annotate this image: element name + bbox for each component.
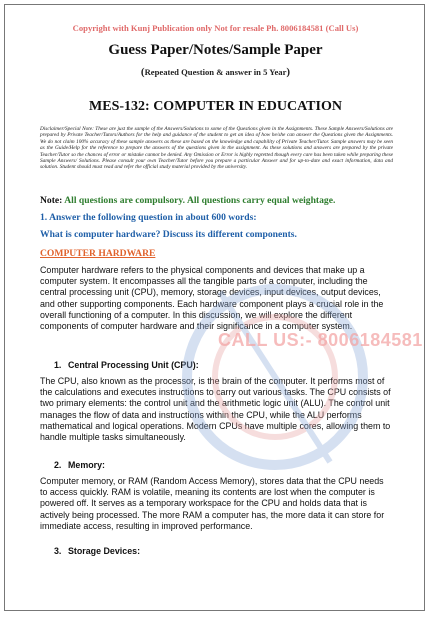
section-heading: COMPUTER HARDWARE bbox=[40, 248, 156, 259]
paragraph-memory: Computer memory, or RAM (Random Access Memory), stores data that the CPU needs to access quickly. RAM is volatile, meaning its contents are lost when the computer is powered off. It serves as a temporary workspace for the CPU and holds data that is actively being processed. The more RAM a computer has, the more data it can store for immediate access, resulting in improved performance. bbox=[40, 476, 385, 531]
header-subtitle-text: Repeated Question & answer in 5 Year bbox=[144, 67, 287, 77]
note-text: All questions are compulsory. All questions carry equal weightage. bbox=[64, 195, 336, 206]
disclaimer-text: Disclaimer/Special Note: These are just the sample of the Answers/Solutions to some of the Questions given in the Assignments. These Sample Answers/Solutions are prepared by Private Teacher/Tutors/Authors for the help and guidance of the student to get an idea of how he/she can answer the Questions given the Assignments. We do not claim 100% accuracy of these sample answers as these are based on the knowledge and capability of Private Teacher/Tutor. Sample answers may be seen as the Guide/Help for the reference to prepare the answers of the questions given in the assignment. As these solutions and answers are prepared by the private Teacher/Tutor so the chances of error or mistake cannot be denied. Any Omission or Error is highly regretted though every care has been taken while preparing these Sample Answers/ Solutions. Please consult your own Teacher/Tutor before you prepare a particular Answer and for up-to-date and exact information, data and solution. Student should must read and refer the official study material provided by the university. bbox=[40, 126, 393, 171]
note-label: Note: bbox=[40, 195, 63, 206]
item-label: Memory: bbox=[68, 460, 105, 470]
item-number: 2. bbox=[54, 460, 62, 470]
question-text: What is computer hardware? Discuss its different components. bbox=[40, 229, 297, 240]
paragraph-intro: Computer hardware refers to the physical components and devices that make up a computer system. It encompasses all the tangible parts of a computer, including the central processing unit (CPU), memory, storage devices, input devices, output devices, and other supporting components. Each hardware component plays a crucial role in the overall functioning of a computer. In this discussion, we will explore the different components of computer hardware and their significance in a computer system. bbox=[40, 265, 384, 332]
item-heading-cpu bbox=[54, 360, 199, 370]
header-title: Guess Paper/Notes/Sample Paper bbox=[108, 42, 323, 58]
header-subtitle: (Repeated Question & answer in 5 Year) bbox=[140, 66, 291, 78]
watermark-phone: CALL US:- 8006184581 bbox=[218, 330, 423, 350]
item-number: 1. bbox=[54, 360, 62, 370]
item-heading-storage bbox=[54, 546, 140, 556]
copyright-banner: Copyright with Kunj Publication only Not for resale Ph. 8006184581 (Call Us) bbox=[72, 23, 359, 33]
item-label: Storage Devices: bbox=[68, 546, 141, 556]
item-number: 3. bbox=[54, 546, 62, 556]
item-heading-memory bbox=[54, 460, 105, 470]
note-line bbox=[40, 195, 393, 206]
question-instruction: 1. Answer the following question in about 600 words: bbox=[40, 212, 257, 223]
document-title: MES-132: COMPUTER IN EDUCATION bbox=[89, 99, 342, 114]
item-label: Central Processing Unit (CPU): bbox=[68, 360, 199, 370]
paragraph-cpu: The CPU, also known as the processor, is the brain of the computer. It performs most of the calculations and executes instructions to carry out various tasks. The CPU consists of two primary elements: the control unit and the arithmetic logic unit (ALU). The control unit manages the flow of data and instructions within the CPU, while the ALU performs mathematical and logical operations. Modern CPUs have multiple cores, allowing them to handle multiple tasks simultaneously. bbox=[40, 376, 391, 443]
